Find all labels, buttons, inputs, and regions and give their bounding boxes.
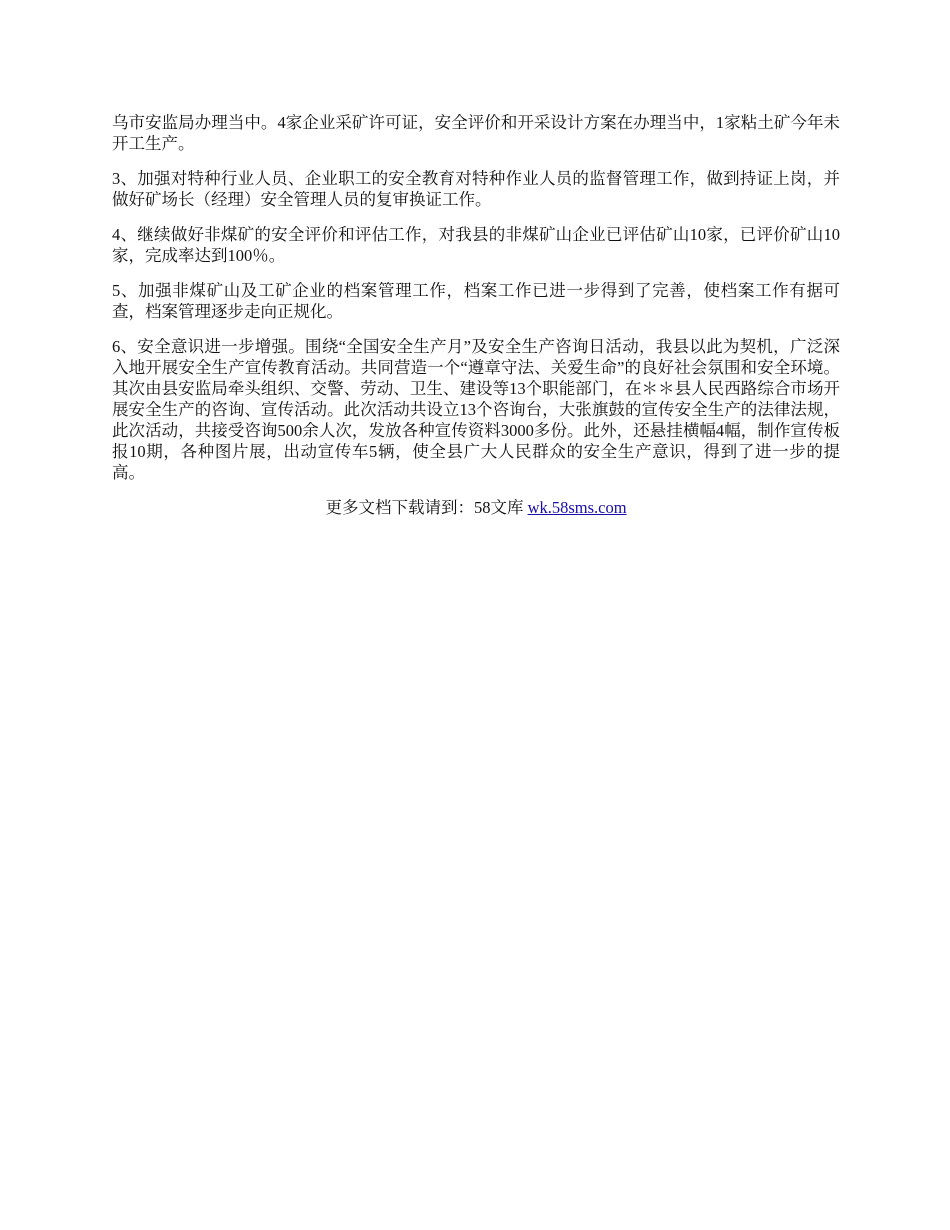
download-footer [112, 497, 840, 518]
paragraph-5: 6、安全意识进一步增强。围绕“全国安全生产月”及安全生产咨询日活动，我县以此为契机，广泛深入地开展安全生产宣传教育活动。共同营造一个“遵章守法、关爱生命”的良好社会氛围和安全环境。其次由县安监局牵头组织、交警、劳动、卫生、建设等13个职能部门，在＊＊县人民西路综合市场开展安全生产的咨询、宣传活动。此次活动共设立13个咨询台，大张旗鼓的宣传安全生产的法律法规，此次活动，共接受咨询500余人次，发放各种宣传资料3000多份。此外，还悬挂横幅4幅，制作宣传板报10期，各种图片展，出动宣传车5辆，使全县广大人民群众的安全生产意识，得到了进一步的提高。 [112, 337, 840, 482]
paragraph-4: 5、加强非煤矿山及工矿企业的档案管理工作，档案工作已进一步得到了完善，使档案工作有据可查，档案管理逐步走向正规化。 [112, 281, 840, 321]
paragraph-3: 4、继续做好非煤矿的安全评价和评估工作，对我县的非煤矿山企业已评估矿山10家，已评价矿山10家，完成率达到100％。 [112, 225, 840, 265]
paragraph-1: 乌市安监局办理当中。4家企业采矿许可证，安全评价和开采设计方案在办理当中，1家粘土矿今年未开工生产。 [112, 113, 840, 153]
paragraph-2: 3、加强对特种行业人员、企业职工的安全教育对特种作业人员的监督管理工作，做到持证上岗，并做好矿场长（经理）安全管理人员的复审换证工作。 [112, 169, 840, 209]
footer-link[interactable]: wk.58sms.com [527, 498, 627, 517]
footer-text: 更多文档下载请到：58文库 [325, 498, 528, 517]
document-page [112, 112, 840, 518]
